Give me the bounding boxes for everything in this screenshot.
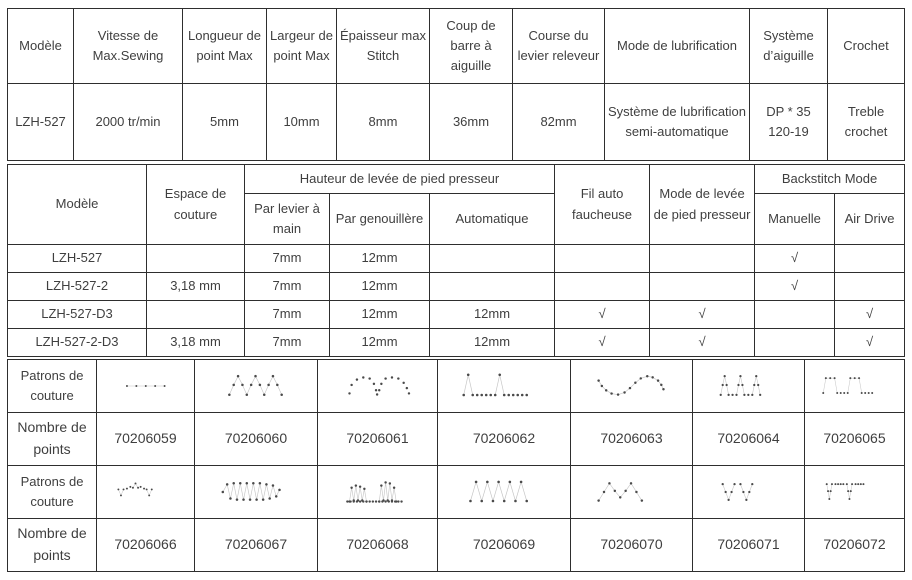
wave-stitch-icon xyxy=(571,360,693,413)
header-course-levier: Course du levier releveur xyxy=(513,9,605,84)
pattern-row-1 xyxy=(8,360,905,413)
variant-fil-auto xyxy=(555,245,650,273)
value-systeme-aiguille: DP * 35 120-19 xyxy=(750,84,828,161)
variants-group-header-row xyxy=(8,165,905,194)
part-number: 70206067 xyxy=(195,519,318,572)
variant-automatique xyxy=(430,245,555,273)
variant-row-lzh527-2 xyxy=(8,273,905,301)
value-longueur-point: 5mm xyxy=(183,84,267,161)
part-number: 70206060 xyxy=(195,413,318,466)
variant-fil-auto xyxy=(555,273,650,301)
variant-airdrive-check: √ xyxy=(835,329,905,357)
part-number: 70206063 xyxy=(571,413,693,466)
label-patrons-couture: Patrons de couture xyxy=(8,360,97,413)
header-largeur-point: Largeur de point Max xyxy=(267,9,337,84)
multi-zigzag-stitch-icon xyxy=(438,466,571,519)
variant-fil-auto: √ xyxy=(555,301,650,329)
variants-table xyxy=(7,164,905,357)
header-longueur-point: Longueur de point Max xyxy=(183,9,267,84)
variant-genouillere: 12mm xyxy=(330,273,430,301)
variant-mode-levee: √ xyxy=(650,329,755,357)
pattern-row-2 xyxy=(8,466,905,519)
blind-hem-stitch-icon xyxy=(438,360,571,413)
variant-genouillere: 12mm xyxy=(330,301,430,329)
specs-data-row xyxy=(8,84,905,161)
triple-peak-stitch-icon xyxy=(693,360,805,413)
variant-airdrive-check xyxy=(835,273,905,301)
part-number: 70206062 xyxy=(438,413,571,466)
scallop-stitch-icon xyxy=(318,360,438,413)
trapezoid-stitch-icon xyxy=(805,360,905,413)
variant-automatique xyxy=(430,273,555,301)
variant-manuelle-check xyxy=(755,301,835,329)
variant-model: LZH-527-D3 xyxy=(8,301,147,329)
variant-airdrive-check xyxy=(835,245,905,273)
part-number: 70206069 xyxy=(438,519,571,572)
part-number: 70206065 xyxy=(805,413,905,466)
number-row-1 xyxy=(8,413,905,466)
variant-automatique: 12mm xyxy=(430,301,555,329)
variant-manuelle-check xyxy=(755,329,835,357)
header-air-drive: Air Drive xyxy=(835,194,905,245)
label-patrons-couture: Patrons de couture xyxy=(8,466,97,519)
value-largeur-point: 10mm xyxy=(267,84,337,161)
value-crochet: Treble crochet xyxy=(828,84,905,161)
main-specs-table xyxy=(7,8,905,161)
header-epaisseur: Épaisseur max Stitch xyxy=(337,9,430,84)
part-number: 70206059 xyxy=(97,413,195,466)
variant-levier: 7mm xyxy=(245,273,330,301)
specs-header-row xyxy=(8,9,905,84)
value-epaisseur: 8mm xyxy=(337,84,430,161)
variant-genouillere: 12mm xyxy=(330,329,430,357)
number-row-2 xyxy=(8,519,905,572)
header-par-levier: Par levier à main xyxy=(245,194,330,245)
value-course-levier: 82mm xyxy=(513,84,605,161)
bundle-zigzag-stitch-icon xyxy=(195,466,318,519)
variant-espace: 3,18 mm xyxy=(147,329,245,357)
variant-mode-levee xyxy=(650,245,755,273)
variant-model: LZH-527-2 xyxy=(8,273,147,301)
header-par-genouillere: Par genouillère xyxy=(330,194,430,245)
variant-row-lzh527-d3 xyxy=(8,301,905,329)
header-backstitch-group: Backstitch Mode xyxy=(755,165,905,194)
header-modele-2: Modèle xyxy=(8,165,147,245)
header-modele: Modèle xyxy=(8,9,74,84)
v-dash-stitch-icon xyxy=(805,466,905,519)
straight-stitch-icon xyxy=(97,360,195,413)
header-automatique: Automatique xyxy=(430,194,555,245)
header-systeme-aiguille: Système d’aiguille xyxy=(750,9,828,84)
label-nombre-points: Nombre de points xyxy=(8,519,97,572)
variant-airdrive-check: √ xyxy=(835,301,905,329)
header-vitesse: Vitesse de Max.Sewing xyxy=(74,9,183,84)
variant-levier: 7mm xyxy=(245,301,330,329)
variant-row-lzh527-2-d3 xyxy=(8,329,905,357)
part-number: 70206072 xyxy=(805,519,905,572)
patterns-table xyxy=(7,359,905,572)
header-crochet: Crochet xyxy=(828,9,905,84)
variant-levier: 7mm xyxy=(245,329,330,357)
header-lubrification: Mode de lubrification xyxy=(605,9,750,84)
part-number: 70206061 xyxy=(318,413,438,466)
header-manuelle: Manuelle xyxy=(755,194,835,245)
part-number: 70206066 xyxy=(97,519,195,572)
header-mode-levee: Mode de levée de pied presseur xyxy=(650,165,755,245)
variant-automatique: 12mm xyxy=(430,329,555,357)
part-number: 70206064 xyxy=(693,413,805,466)
variant-espace xyxy=(147,301,245,329)
value-modele: LZH-527 xyxy=(8,84,74,161)
variant-levier: 7mm xyxy=(245,245,330,273)
value-lubrification: Système de lubrification semi-automatique xyxy=(605,84,750,161)
variant-espace xyxy=(147,245,245,273)
variant-manuelle-check: √ xyxy=(755,273,835,301)
variant-genouillere: 12mm xyxy=(330,245,430,273)
header-coup-barre: Coup de barre à aiguille xyxy=(430,9,513,84)
variant-manuelle-check: √ xyxy=(755,245,835,273)
variant-espace: 3,18 mm xyxy=(147,273,245,301)
label-nombre-points: Nombre de points xyxy=(8,413,97,466)
satin-cluster-stitch-icon xyxy=(318,466,438,519)
value-vitesse: 2000 tr/min xyxy=(74,84,183,161)
variant-fil-auto: √ xyxy=(555,329,650,357)
zigzag-stitch-icon xyxy=(195,360,318,413)
variant-mode-levee xyxy=(650,273,755,301)
variant-mode-levee: √ xyxy=(650,301,755,329)
part-number: 70206071 xyxy=(693,519,805,572)
variant-row-lzh527 xyxy=(8,245,905,273)
value-coup-barre: 36mm xyxy=(430,84,513,161)
header-espace-couture: Espace de couture xyxy=(147,165,245,245)
part-number: 70206070 xyxy=(571,519,693,572)
header-fil-auto: Fil auto faucheuse xyxy=(555,165,650,245)
crown-stitch-icon xyxy=(97,466,195,519)
double-peak-stitch-icon xyxy=(571,466,693,519)
variant-model: LZH-527-2-D3 xyxy=(8,329,147,357)
part-number: 70206068 xyxy=(318,519,438,572)
header-hauteur-levee-group: Hauteur de levée de pied presseur xyxy=(245,165,555,194)
double-v-stitch-icon xyxy=(693,466,805,519)
variant-model: LZH-527 xyxy=(8,245,147,273)
